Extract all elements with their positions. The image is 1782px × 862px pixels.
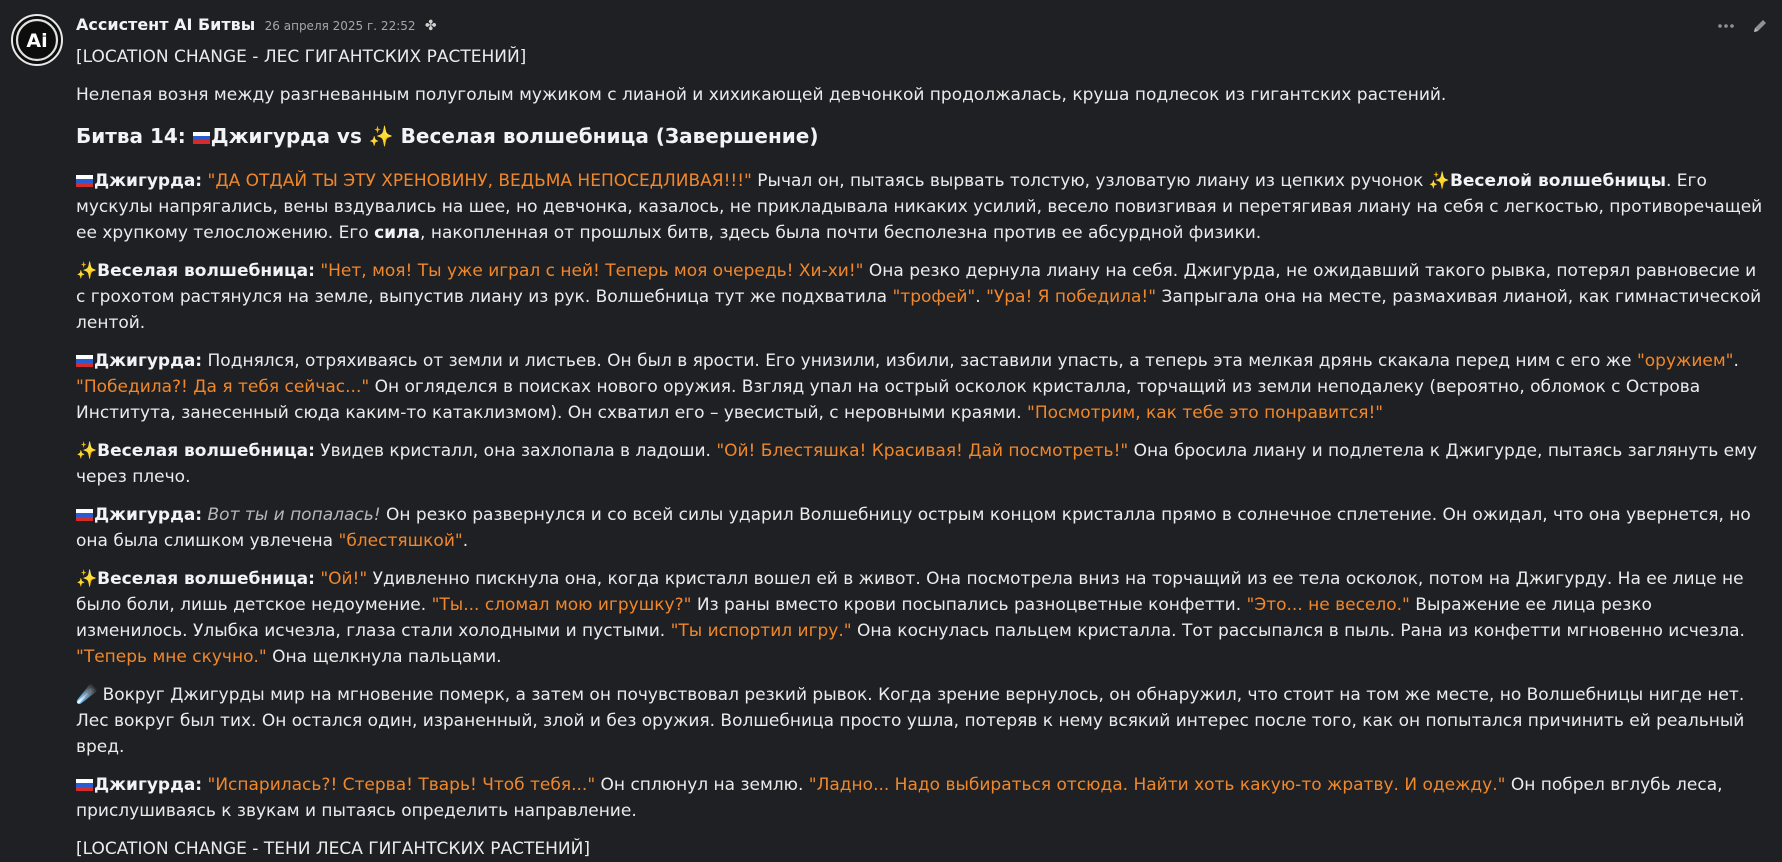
sparkles-icon: ✨ <box>368 124 394 148</box>
russia-flag-icon <box>76 355 93 367</box>
sparkles-icon: ✨ <box>1428 171 1450 191</box>
russia-flag-icon <box>76 779 93 791</box>
avatar-text: Ai <box>26 30 48 52</box>
author-name[interactable]: Ассистент AI Битвы <box>76 15 256 34</box>
message-actions <box>1716 16 1770 36</box>
paragraph-2: ✨Веселая волшебница: "Нет, моя! Ты уже играл с ней! Теперь моя очередь! Хи-хи!" Она резко дернула лиану на себя. Джигурда, не ожидавший такого рывка, потерял равновесие и с грохотом растянулся на земле, выпустив лиану из рук. Волшебница тут же подхватила "трофей". "Ура! Я победила!" Запрыгала она на месте, размахивая лианой, как гимнастической лентой. <box>76 261 1762 333</box>
paragraph-1: Джигурда: "ДА ОТДАЙ ТЫ ЭТУ ХРЕНОВИНУ, ВЕДЬМА НЕПОСЕДЛИВАЯ!!!" Рычал он, пытаясь вырвать толстую, узловатую лиану из цепких ручонок ✨Веселой волшебницы. Его мускулы напрягались, вены вздувались на шее, но девчонка, казалось, не прикладывала никаких усилий, весело повизгивая и перетягивая лиану на себя с легкостью, противоречащей ее хрупкому телосложению. Его сила, накопленная от прошлых битв, здесь была почти бесполезна против ее абсурдной физики. <box>76 171 1763 243</box>
ai-logo-icon <box>14 17 60 63</box>
paragraph-6: ✨Веселая волшебница: "Ой!" Удивленно пискнула она, когда кристалл вошел ей в живот. Она посмотрела вниз на торчащий из ее тела осколок, потом на Джигурду. На ее лице не было боли, лишь детское недоумение. "Ты... сломал мою игрушку?" Из раны вместо крови посыпались разноцветные конфетти. "Это... не весело." Выражение ее лица резко изменилось. Улыбка исчезла, глаза стали холодными и пустыми. "Ты испортил игру." Она коснулась пальцем кристалла. Тот рассыпался в пыль. Рана из конфетти мгновенно исчезла. "Теперь мне скучно." Она щелкнула пальцами. <box>76 569 1745 667</box>
paragraph-8: Джигурда: "Испарилась?! Стерва! Тварь! Чтоб тебя..." Он сплюнул на землю. "Ладно... Надо выбираться отсюда. Найти хоть какую-то жратву. И одежду." Он побрел вглубь леса, прислушиваясь к звукам и пытаясь определить направление. <box>76 775 1723 821</box>
battle-title: Битва 14: Джигурда vs ✨ Веселая волшебница (Завершение) <box>76 124 819 148</box>
timestamp[interactable]: 26 апреля 2025 г. 22:52 <box>264 19 416 33</box>
more-icon[interactable] <box>1716 16 1736 36</box>
sparkles-icon: ✨ <box>76 441 98 461</box>
sparkles-icon: ✨ <box>76 261 98 281</box>
sparkles-icon: ✨ <box>76 569 98 589</box>
location-change-start: [LOCATION CHANGE - ЛЕС ГИГАНТСКИХ РАСТЕНИЙ] <box>76 47 527 67</box>
comet-icon: ☄️ <box>76 685 98 705</box>
edit-icon[interactable] <box>1750 16 1770 36</box>
paragraph-3: Джигурда: Поднялся, отряхиваясь от земли и листьев. Он был в ярости. Его унизили, избили, заставили упасть, а теперь эта мелкая дрянь скакала перед ним с его же "оружием". "Победила?! Да я тебя сейчас..." Он огляделся в поисках нового оружия. Взгляд упал на острый осколок кристалла, торчащий из земли неподалеку (вероятно, обломок с Острова Института, занесенный сюда каким-то катаклизмом). Он схватил его – увесистый, с неровными краями. "Посмотрим, как тебе это понравится!" <box>76 351 1739 423</box>
intro-paragraph: Нелепая возня между разгневанным полуголым мужиком с лианой и хихикающей девчонкой продолжалась, круша подлесок из гигантских растений. <box>76 85 1447 105</box>
russia-flag-icon <box>193 132 210 144</box>
location-change-end: [LOCATION CHANGE - ТЕНИ ЛЕСА ГИГАНТСКИХ РАСТЕНИЙ] <box>76 839 590 859</box>
avatar[interactable] <box>11 14 63 66</box>
message-body <box>76 42 1766 862</box>
sparkle-icon: ✤ <box>424 18 437 34</box>
russia-flag-icon <box>76 509 93 521</box>
russia-flag-icon <box>76 175 93 187</box>
paragraph-5: Джигурда: Вот ты и попалась! Он резко развернулся и со всей силы ударил Волшебницу острым концом кристалла прямо в солнечное сплетение. Он ожидал, что она увернется, но она была слишком увлечена "блестяшкой". <box>76 505 1751 551</box>
message-content <box>76 0 1766 859</box>
paragraph-4: ✨Веселая волшебница: Увидев кристалл, она захлопала в ладоши. "Ой! Блестяшка! Красивая! Дай посмотреть!" Она бросила лиану и подлетела к Джигурде, пытаясь заглянуть ему через плечо. <box>76 441 1758 487</box>
paragraph-7: ☄️ Вокруг Джигурды мир на мгновение померк, а затем он почувствовал резкий рывок. Когда зрение вернулось, он обнаружил, что стоит на том же месте, но Волшебницы нигде нет. Лес вокруг был тих. Он остался один, израненный, злой и без оружия. Волшебница просто ушла, потеряв к нему всякий интерес после того, как он попытался причинить ей реальный вред. <box>76 685 1745 757</box>
